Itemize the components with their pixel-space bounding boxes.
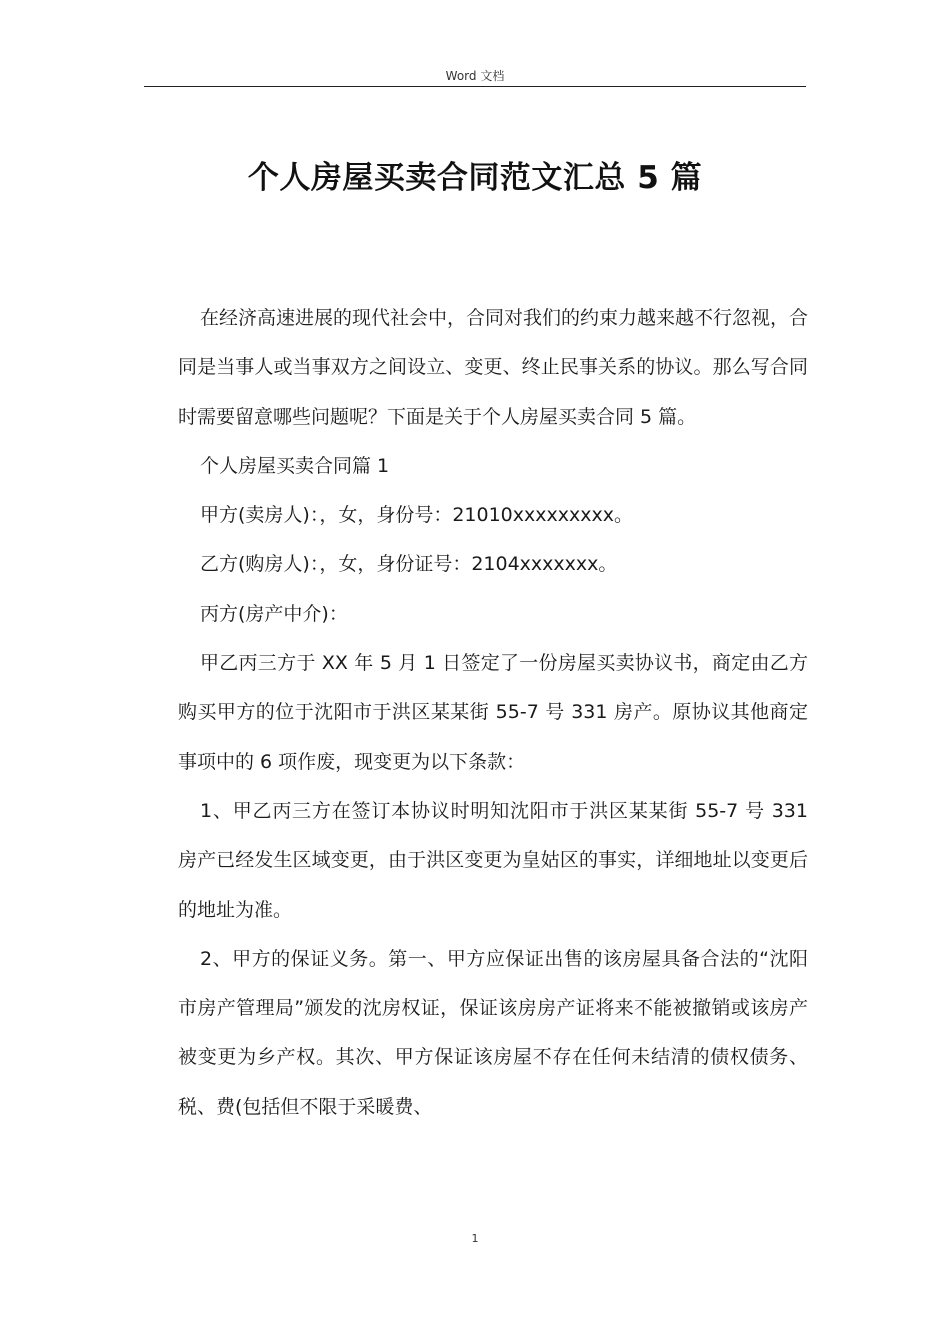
- document-body: [178, 294, 808, 1132]
- paragraph-agreement: 甲乙丙三方于 XX 年 5 月 1 日签定了一份房屋买卖协议书，商定由乙方购买甲方的位于沈阳市于洪区某某街 55-7 号 331 房产。原协议其他商定事项中的 6 项作废，现变更为以下条款：: [178, 652, 808, 773]
- paragraph-section-heading: 个人房屋买卖合同篇 1: [200, 454, 390, 477]
- paragraph-party-c: 丙方(房产中介)：: [200, 602, 348, 625]
- header-divider: [144, 86, 806, 87]
- paragraph-intro: 在经济高速进展的现代社会中，合同对我们的约束力越来越不行忽视，合同是当事人或当事双方之间设立、变更、终止民事关系的协议。那么写合同时需要留意哪些问题呢？下面是关于个人房屋买卖合同 5 篇。: [178, 307, 809, 428]
- paragraph-clause-1: 1、甲乙丙三方在签订本协议时明知沈阳市于洪区某某街 55-7 号 331 房产已经发生区域变更，由于洪区变更为皇姑区的事实，详细地址以变更后的地址为准。: [178, 799, 808, 921]
- page-header: Word 文档: [445, 69, 505, 83]
- paragraph-party-b: 乙方(购房人)：，女，身份证号：2104xxxxxxx。: [200, 553, 618, 576]
- paragraph-clause-2: 2、甲方的保证义务。第一、甲方应保证出售的该房屋具备合法的“沈阳市房产管理局”颁发的沈房权证，保证该房房产证将来不能被撤销或该房产被变更为乡产权。其次、甲方保证该房屋不存在任何未结清的债权债务、税、费(包括但不限于采暖费、: [178, 947, 808, 1118]
- paragraph-party-a: 甲方(卖房人)：，女，身份号：21010xxxxxxxxx。: [200, 504, 633, 527]
- document-title: 个人房屋买卖合同范文汇总 5 篇: [247, 160, 703, 196]
- page-number: 1: [471, 1232, 479, 1245]
